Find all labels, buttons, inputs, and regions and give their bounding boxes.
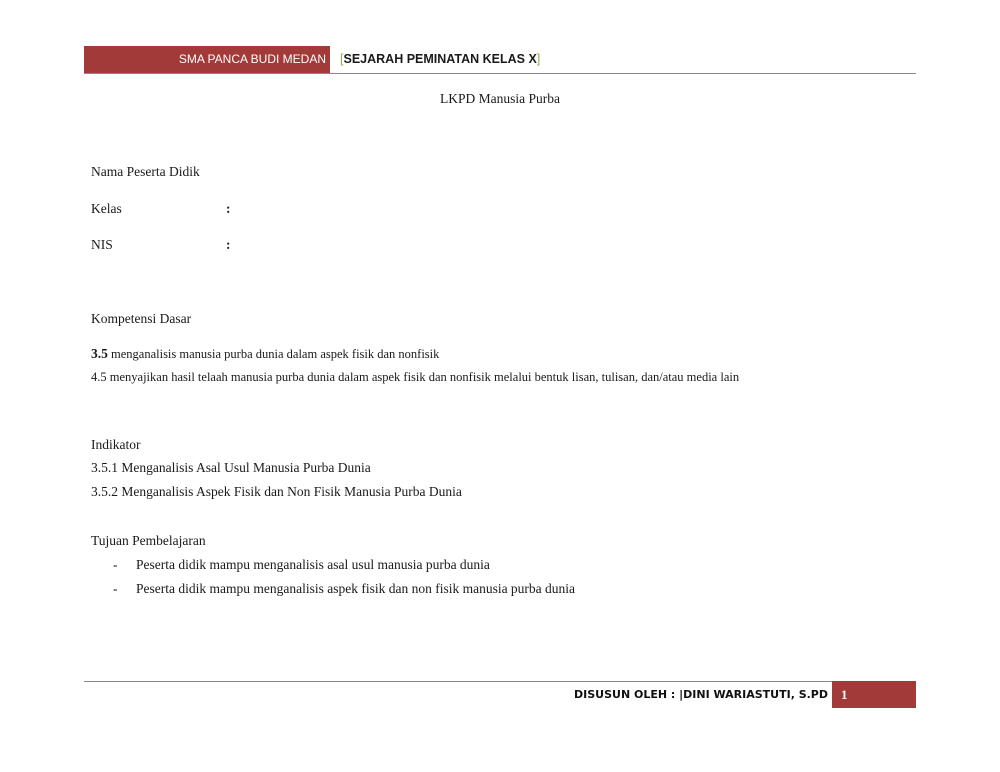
tujuan-item-2-dash: - (113, 581, 118, 596)
header-divider (84, 73, 916, 74)
kd-item-1-text: menganalisis manusia purba dunia dalam aspek fisik dan nonfisik (107, 347, 440, 361)
kd-item-2: 4.5 menyajikan hasil telaah manusia purba dunia dalam aspek fisik dan nonfisik melalui bentuk lisan, tulisan, dan/atau media lain (91, 370, 740, 384)
document-title: LKPD Manusia Purba (440, 91, 560, 106)
header-school-bar (84, 46, 330, 73)
tujuan-item-1-text: Peserta didik mampu menganalisis asal usul manusia purba dunia (136, 557, 490, 572)
class-label: Kelas (91, 201, 122, 216)
header-school-name: SMA PANCA BUDI MEDAN (178, 52, 326, 66)
header-subject-text: SEJARAH PEMINATAN KELAS X (343, 52, 537, 66)
name-label: Nama Peserta Didik (91, 164, 200, 179)
header-bracket-close: ] (536, 52, 541, 66)
tujuan-heading: Tujuan Pembelajaran (91, 533, 206, 548)
tujuan-item-1 (113, 557, 490, 573)
tujuan-item-1-dash: - (113, 557, 118, 572)
nis-label: NIS (91, 237, 113, 252)
nis-colon: : (226, 237, 231, 252)
header-subject (340, 46, 540, 73)
tujuan-item-2 (113, 581, 575, 597)
indikator-item-1: 3.5.1 Menganalisis Asal Usul Manusia Purba Dunia (91, 460, 371, 475)
page-number: 1 (841, 687, 848, 702)
page-number-box (832, 681, 916, 708)
kd-item-1-number: 3.5 (91, 346, 108, 361)
class-colon: : (226, 201, 231, 216)
footer-author: DISUSUN OLEH : |DINI WARIASTUTI, S.PD (574, 688, 828, 701)
header-bracket-open: [ (340, 52, 344, 66)
kd-item-1 (91, 346, 439, 362)
kompetensi-heading: Kompetensi Dasar (91, 311, 192, 326)
indikator-item-2: 3.5.2 Menganalisis Aspek Fisik dan Non Fisik Manusia Purba Dunia (91, 484, 462, 499)
tujuan-item-2-text: Peserta didik mampu menganalisis aspek fisik dan non fisik manusia purba dunia (136, 581, 576, 596)
indikator-heading: Indikator (91, 437, 141, 452)
